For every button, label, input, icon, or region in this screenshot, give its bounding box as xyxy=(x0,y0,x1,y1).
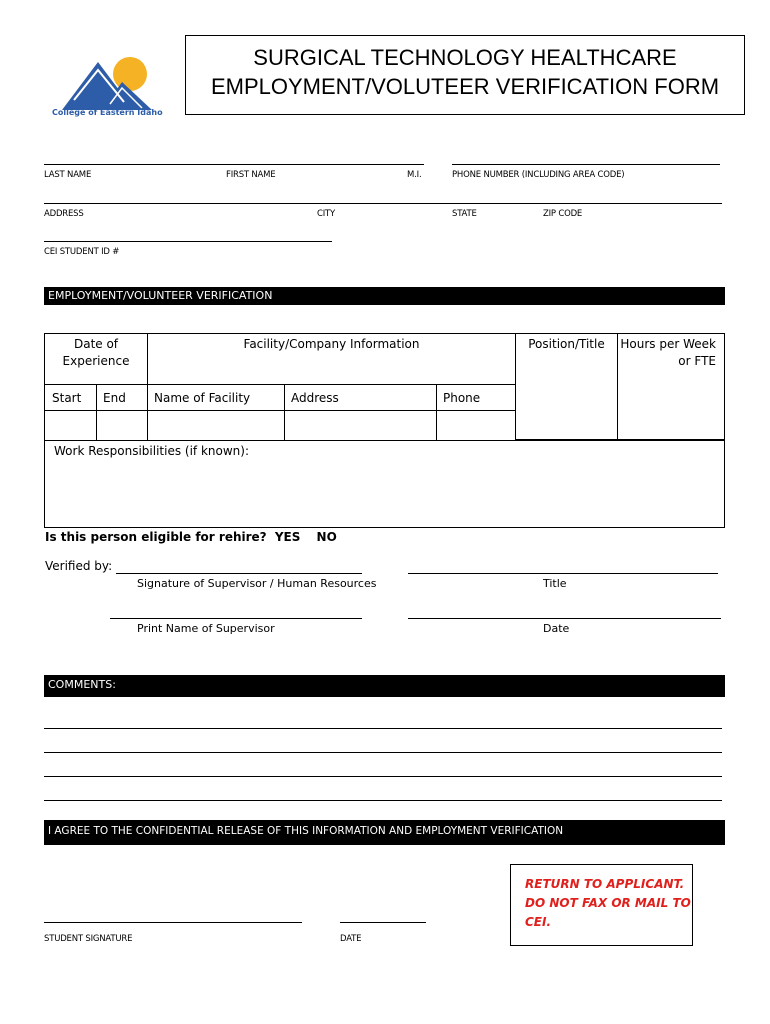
mi-label: M.I. xyxy=(407,170,422,180)
start-date-cell[interactable] xyxy=(44,410,97,441)
date-of-experience-header xyxy=(44,333,148,385)
comments-section-header: COMMENTS: xyxy=(44,675,725,697)
supervisor-signature-line[interactable] xyxy=(116,573,362,574)
work-responsibilities-cell[interactable] xyxy=(44,440,725,528)
facility-name-header xyxy=(147,384,285,411)
end-header xyxy=(96,384,148,411)
rehire-no-option[interactable]: NO xyxy=(316,530,337,544)
supervisor-signature-label: Signature of Supervisor / Human Resources xyxy=(137,577,377,590)
return-notice-box xyxy=(510,864,693,946)
start-header-text: Start xyxy=(52,391,82,405)
comment-line-3[interactable] xyxy=(44,776,722,777)
facility-address-header-text: Address xyxy=(291,391,339,405)
rehire-yes-option[interactable]: YES xyxy=(274,530,301,544)
facility-name-header-text: Name of Facility xyxy=(154,391,251,405)
facility-phone-cell[interactable] xyxy=(436,410,516,441)
student-signature-line[interactable] xyxy=(44,922,302,923)
print-name-line[interactable] xyxy=(110,618,362,619)
hours-header xyxy=(617,333,725,440)
phone-label: PHONE NUMBER (INCLUDING AREA CODE) xyxy=(452,170,625,180)
comment-line-4[interactable] xyxy=(44,800,722,801)
notice-line2: DO NOT FAX OR MAIL TO xyxy=(525,896,691,910)
position-header xyxy=(515,333,618,440)
student-date-label: DATE xyxy=(340,934,362,944)
address-line[interactable] xyxy=(44,203,722,204)
date-header-line1: Date of xyxy=(73,337,119,351)
form-title-box xyxy=(185,35,745,115)
date-label: Date xyxy=(543,622,570,635)
date-line[interactable] xyxy=(408,618,721,619)
title-line[interactable] xyxy=(408,573,718,574)
state-label: STATE xyxy=(452,209,477,219)
first-name-label: FIRST NAME xyxy=(226,170,276,180)
logo-text: College of Eastern Idaho xyxy=(52,108,163,117)
address-label: ADDRESS xyxy=(44,209,84,219)
facility-header-text: Facility/Company Information xyxy=(243,337,420,351)
rehire-question xyxy=(45,530,337,544)
city-label: CITY xyxy=(317,209,336,219)
notice-line3: CEI. xyxy=(525,915,552,929)
last-name-label: LAST NAME xyxy=(44,170,92,180)
student-id-label: CEI STUDENT ID # xyxy=(44,247,120,257)
student-signature-label: STUDENT SIGNATURE xyxy=(44,934,133,944)
start-header xyxy=(44,384,97,411)
end-header-text: End xyxy=(103,391,126,405)
end-date-cell[interactable] xyxy=(96,410,148,441)
rehire-question-text: Is this person eligible for rehire? xyxy=(45,530,267,544)
student-date-line[interactable] xyxy=(340,922,426,923)
verified-by-label: Verified by: xyxy=(45,559,113,573)
facility-phone-header xyxy=(436,384,516,411)
notice-line1: RETURN TO APPLICANT. xyxy=(525,877,685,891)
name-line[interactable] xyxy=(44,164,424,165)
agree-section-header: I AGREE TO THE CONFIDENTIAL RELEASE OF THIS INFORMATION AND EMPLOYMENT VERIFICATION xyxy=(44,820,725,845)
comment-line-2[interactable] xyxy=(44,752,722,753)
facility-name-cell[interactable] xyxy=(147,410,285,441)
form-title-line1: SURGICAL TECHNOLOGY HEALTHCARE xyxy=(253,45,677,70)
facility-address-cell[interactable] xyxy=(284,410,437,441)
phone-line[interactable] xyxy=(452,164,720,165)
facility-phone-header-text: Phone xyxy=(443,391,481,405)
hours-header-line2: or FTE xyxy=(678,354,716,368)
employment-section-header: EMPLOYMENT/VOLUNTEER VERIFICATION xyxy=(44,287,725,305)
college-logo xyxy=(50,52,163,122)
position-header-text: Position/Title xyxy=(528,337,605,351)
comment-line-1[interactable] xyxy=(44,728,722,729)
print-name-label: Print Name of Supervisor xyxy=(137,622,275,635)
zip-label: ZIP CODE xyxy=(543,209,583,219)
work-responsibilities-label: Work Responsibilities (if known): xyxy=(54,444,249,458)
date-header-line2: Experience xyxy=(62,354,130,368)
facility-address-header xyxy=(284,384,437,411)
title-label: Title xyxy=(543,577,567,590)
form-title-line2: EMPLOYMENT/VOLUTEER VERIFICATION FORM xyxy=(210,74,720,99)
hours-header-line1: Hours per Week xyxy=(620,337,716,351)
student-id-line[interactable] xyxy=(44,241,332,242)
facility-header xyxy=(147,333,516,385)
